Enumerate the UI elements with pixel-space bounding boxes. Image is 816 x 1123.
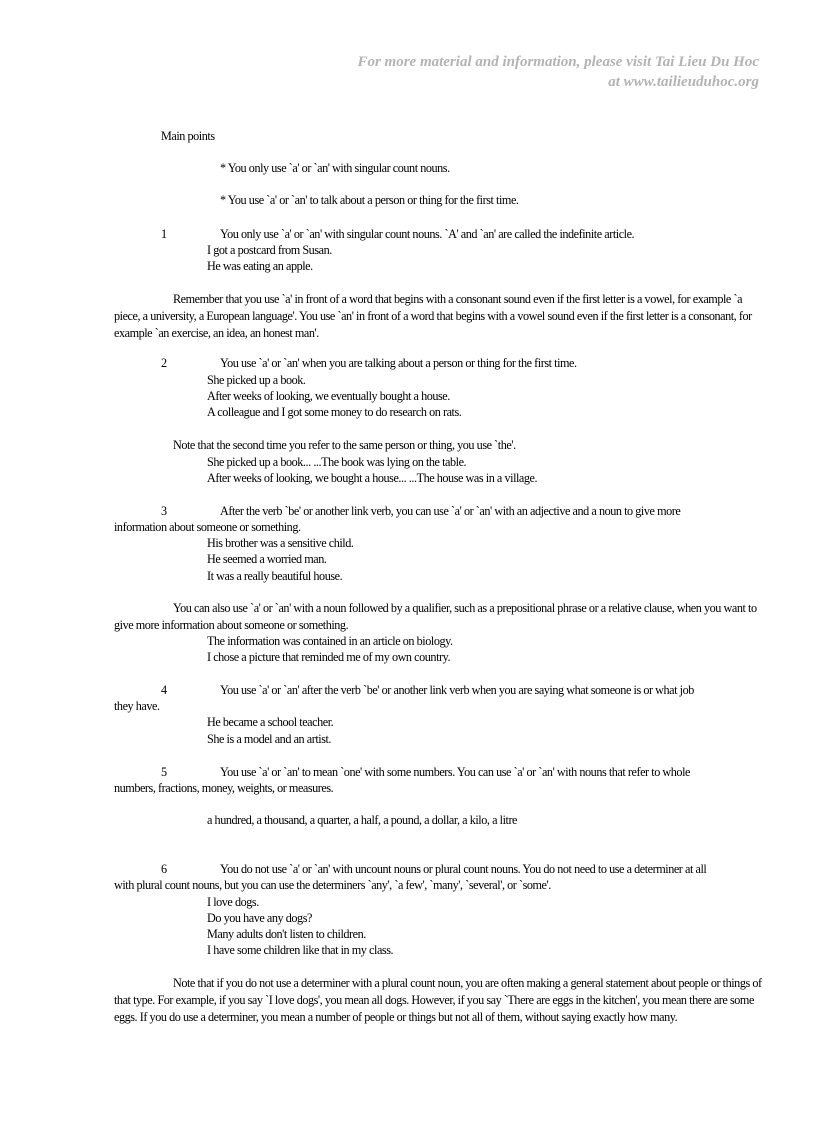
section-number-4: 4 — [161, 683, 168, 697]
site-banner — [357, 52, 759, 92]
section-2-note-example: She picked up a book... ...The book was lying on the table. — [207, 455, 467, 469]
section-3-example: It was a really beautiful house. — [207, 569, 343, 583]
section-2-text: You use `a' or `an' when you are talking about a person or thing for the first time. — [220, 356, 577, 370]
section-1-example: I got a postcard from Susan. — [207, 243, 332, 257]
section-4-example: He became a school teacher. — [207, 715, 334, 729]
section-number-5: 5 — [161, 765, 168, 779]
section-6-text-cont: with plural count nouns, but you can use the determiners `any', `a few', `many', `several', or `some'. — [114, 878, 551, 892]
section-1-text: You only use `a' or `an' with singular count nouns. `A' and `an' are called the indefinite article. — [220, 227, 635, 241]
section-6-example: I have some children like that in my class. — [207, 943, 394, 957]
section-6-text: You do not use `a' or `an' with uncount nouns or plural count nouns. You do not need to use a determiner at all — [220, 862, 707, 876]
section-5-example: a hundred, a thousand, a quarter, a half, a pound, a dollar, a kilo, a litre — [207, 813, 518, 827]
section-3-note-example: The information was contained in an article on biology. — [207, 634, 453, 648]
section-6-example: Do you have any dogs? — [207, 911, 312, 925]
section-6-note: Note that if you do not use a determiner with a plural count noun, you are often making a general statement about people or things of that type. For example, if you say `I love dogs', you mean all dogs. However, if you say `There are eggs in the kitchen', you mean there are some eggs. If you do use a determiner, you mean a number of people or things but not all of them, without saying exactly how many. — [114, 976, 762, 1024]
section-number-3: 3 — [161, 504, 168, 518]
section-5-text-cont: numbers, fractions, money, weights, or measures. — [114, 781, 334, 795]
main-point-2: * You use `a' or `an' to talk about a person or thing for the first time. — [220, 193, 519, 207]
section-3-note: You can also use `a' or `an' with a noun followed by a qualifier, such as a prepositional phrase or a relative clause, when you want to give more information about someone or something. — [114, 601, 757, 632]
section-2-example: A colleague and I got some money to do research on rats. — [207, 405, 462, 419]
section-4-text: You use `a' or `an' after the verb `be' or another link verb when you are saying what someone is or what job — [220, 683, 694, 697]
section-1-note: Remember that you use `a' in front of a word that begins with a consonant sound even if the first letter is a vowel, for example `a piece, a university, a European language'. You use `an' in front of a word that begins with a vowel sound even if the first letter is a consonant, for example `an exercise, an idea, an honest man'. — [114, 292, 752, 340]
section-6-example: Many adults don't listen to children. — [207, 927, 366, 941]
section-4-example: She is a model and an artist. — [207, 732, 332, 746]
section-3-text-cont: information about someone or something. — [114, 520, 301, 534]
section-3-example: He seemed a worried man. — [207, 552, 327, 566]
section-2-note-example: After weeks of looking, we bought a house... ...The house was in a village. — [207, 471, 538, 485]
main-point-1: * You only use `a' or `an' with singular count nouns. — [220, 161, 450, 175]
section-6-example: I love dogs. — [207, 895, 259, 909]
banner-line-1: For more material and information, please visit Tai Lieu Du Hoc — [357, 54, 759, 70]
section-number-1: 1 — [161, 227, 168, 241]
banner-line-2: at www.tailieuduhoc.org — [608, 74, 759, 90]
main-points-title: Main points — [161, 129, 215, 143]
section-2-example: After weeks of looking, we eventually bought a house. — [207, 389, 450, 403]
section-3-note-example: I chose a picture that reminded me of my own country. — [207, 650, 451, 664]
section-3-example: His brother was a sensitive child. — [207, 536, 354, 550]
section-number-6: 6 — [161, 862, 168, 876]
section-number-2: 2 — [161, 356, 168, 370]
section-4-text-cont: they have. — [114, 699, 160, 713]
section-2-note: Note that the second time you refer to the same person or thing, you use `the'. — [173, 438, 516, 452]
section-3-text: After the verb `be' or another link verb, you can use `a' or `an' with an adjective and a noun to give more — [220, 504, 681, 518]
section-2-example: She picked up a book. — [207, 373, 306, 387]
section-1-example: He was eating an apple. — [207, 259, 313, 273]
section-5-text: You use `a' or `an' to mean `one' with some numbers. You can use `a' or `an' with nouns that refer to whole — [220, 765, 690, 779]
